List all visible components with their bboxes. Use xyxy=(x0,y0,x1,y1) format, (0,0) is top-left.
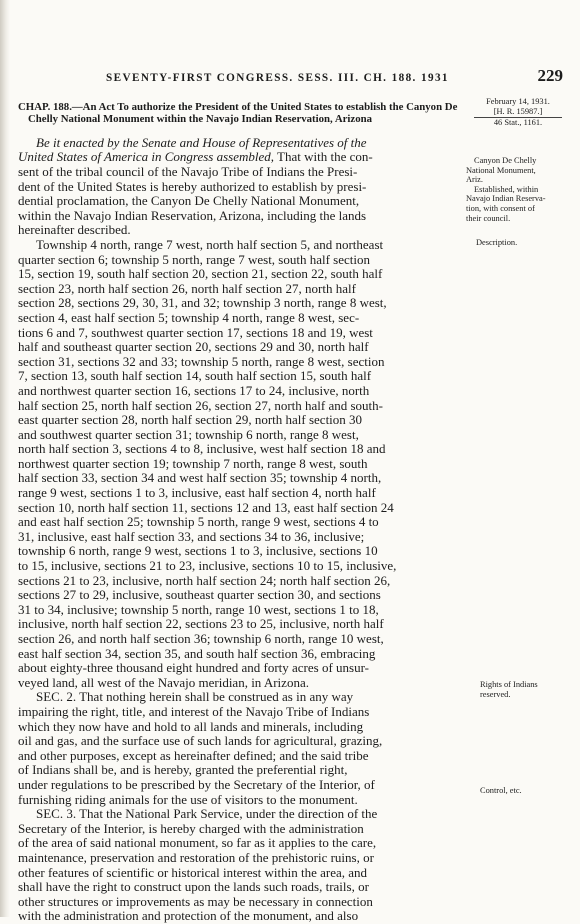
text-line: Secretary of the Interior, is hereby charged with the administration xyxy=(18,820,364,836)
margin-rights-label: Rights of Indians reserved. xyxy=(480,680,538,699)
text-line: other structures or improvements as may be necessary in connection xyxy=(18,893,373,909)
text-line: sections 21 to 23, inclusive, north half section 24; north half section 26, xyxy=(18,572,391,588)
section-3 xyxy=(18,807,459,924)
text-line: impairing the right, title, and interest of the Navajo Tribe of Indians xyxy=(18,703,370,719)
section-3-heading-line: SEC. 3. That the National Park Service, under the direction of the xyxy=(36,806,378,822)
text-line: range 9 west, sections 1 to 3, inclusive, east half section 4, north half xyxy=(18,485,376,501)
text-line: and southwest quarter section 31; township 6 north, range 8 west, xyxy=(18,426,359,442)
text-line: with the administration and protection of the monument, and also xyxy=(18,908,359,924)
text-line: sent of the tribal council of the Navajo Tribe of Indians the Presi- xyxy=(18,164,358,179)
text-line: north half section 3, sections 4 to 8, inclusive, west half section 18 and xyxy=(18,441,386,457)
text-line: east half section 34, section 35, and south half section 36, embracing xyxy=(18,645,376,661)
text-line: 15, section 19, south half section 20, section 21, section 22, south half xyxy=(18,266,383,282)
text-line: northwest quarter section 19; township 7 north, range 8 west, south xyxy=(18,455,368,471)
text-line: and east half section 25; township 5 north, range 9 west, sections 4 to xyxy=(18,514,379,530)
margin-canyon-note xyxy=(466,156,570,223)
text-line: within the Navajo Indian Reservation, Arizona, including the lands xyxy=(18,207,367,223)
margin-description-label: Description. xyxy=(476,238,518,247)
margin-bill: [H. R. 15987.] xyxy=(493,106,543,116)
enacting-line xyxy=(18,150,459,165)
text-line: maintenance, preservation and restoration of the prehistoric ruins, or xyxy=(18,849,374,865)
enacting-tail: That with the con- xyxy=(274,149,373,165)
text-line: quarter section 6; township 5 north, range 7 west, south half section xyxy=(18,251,371,267)
text-line: veyed land, all west of the Navajo meridian, in Arizona. xyxy=(18,674,309,690)
text-line: section 4, east half section 5; township 4 north, range 8 west, sec- xyxy=(18,309,360,325)
section-2-heading-line: SEC. 2. That nothing herein shall be construed as in any way xyxy=(36,689,354,705)
enacting-clause xyxy=(18,136,459,238)
land-description xyxy=(18,238,459,690)
enacting-italic: United States of America in Congress assembled, xyxy=(18,149,275,165)
text-line: sections 27 to 29, inclusive, southeast quarter section 30, and sections xyxy=(18,587,381,603)
chapter-title: CHAP. 188.—An Act To authorize the President of the United States to establish the Canyon De Chelly National Monument within the Navajo Indian Reservation, Arizona xyxy=(18,101,458,126)
text-line: tions 6 and 7, southwest quarter section 17, sections 18 and 19, west xyxy=(18,324,373,340)
text-line: half and southeast quarter section 20, sections 29 and 30, north half xyxy=(18,339,369,355)
margin-note-line: Established, within xyxy=(474,184,539,194)
text-line: section 26, and north half section 36; township 6 north, range 10 west, xyxy=(18,631,384,646)
enacting-body xyxy=(18,165,459,238)
text-line: section 28, sections 29, 30, 31, and 32; township 3 north, range 8 west, xyxy=(18,295,387,311)
section-2 xyxy=(18,690,459,807)
text-line: section 31, sections 32 and 33; township 5 north, range 8 west, section xyxy=(18,353,385,369)
text-line: hereinafter described. xyxy=(18,222,131,238)
enacting-italic: Be it enacted by the Senate and House of Representatives of the xyxy=(36,134,367,150)
text-line: 31 to 34, inclusive; township 5 north, range 10 west, sections 1 to 18, xyxy=(18,601,379,617)
text-line: of Indians shall be, and is hereby, granted the preferential right, xyxy=(18,762,348,778)
text-line: to 15, inclusive, sections 21 to 23, inclusive, sections 10 to 15, inclusive, xyxy=(18,558,397,574)
text-line: oil and gas, and the surface use of such lands for agricultural, grazing, xyxy=(18,733,383,749)
margin-note-line: tion, with consent of xyxy=(466,203,535,213)
description-first-line: Township 4 north, range 7 west, north half section 5, and northeast xyxy=(36,236,384,252)
text-line: shall have the right to construct upon the lands such roads, trails, or xyxy=(18,879,369,895)
page-binding-edge xyxy=(0,0,10,917)
margin-note-line: Ariz. xyxy=(466,175,483,185)
main-text xyxy=(18,101,459,924)
margin-control-label: Control, etc. xyxy=(480,786,522,795)
text-line: section 23, north half section 26, north half section 27, north half xyxy=(18,280,356,296)
text-line: other features of scientific or historical interest within the area, and xyxy=(18,864,368,880)
margin-date: February 14, 1931. xyxy=(486,97,550,106)
page-header xyxy=(18,66,570,88)
margin-note-line: Canyon De Chelly xyxy=(474,156,537,165)
text-line: dent of the United States is hereby authorized to establish by presi- xyxy=(18,178,367,194)
text-line: about eighty-three thousand eight hundred and forty acres of unsur- xyxy=(18,660,369,676)
margin-statute: 46 Stat., 1161. xyxy=(474,117,562,128)
margin-note-line: Navajo Indian Reserva- xyxy=(466,194,546,204)
page-number: 229 xyxy=(537,66,563,85)
text-line: and northwest quarter section 16, sections 17 to 24, inclusive, north xyxy=(18,382,370,398)
margin-control xyxy=(466,786,570,796)
text-line: furnishing riding animals for the use of visitors to the monument. xyxy=(18,791,358,807)
margin-note-line: their council. xyxy=(466,213,511,223)
text-line: of the area of said national monument, so far as it applies to the care, xyxy=(18,835,377,851)
text-line: inclusive, north half section 22, sections 23 to 25, inclusive, north half xyxy=(18,616,384,632)
text-line: and other purposes, except as hereinafter defined; and the said tribe xyxy=(18,747,369,763)
text-line: east quarter section 28, north half section 29, north half section 30 xyxy=(18,412,363,428)
text-line: township 6 north, range 9 west, sections 1 to 3, inclusive, sections 10 xyxy=(18,543,378,559)
text-line: 7, section 13, south half section 14, south half section 15, south half xyxy=(18,368,372,384)
text-line: under regulations to be prescribed by the Secretary of the Interior, of xyxy=(18,776,375,792)
text-line: which they now have and hold to all lands and minerals, including xyxy=(18,718,364,734)
margin-rights xyxy=(466,680,570,699)
margin-note-line: National Monument, xyxy=(466,165,536,175)
text-line: half section 25, north half section 26, section 27, north half and south- xyxy=(18,397,384,413)
text-line: 31, inclusive, east half section 33, and sections 34 to 36, inclusive; xyxy=(18,528,365,544)
running-head: SEVENTY-FIRST CONGRESS. SESS. III. CH. 188. 1931 xyxy=(106,72,449,84)
text-line: half section 33, section 34 and west half section 35; township 4 north, xyxy=(18,470,382,486)
text-line: dential proclamation, the Canyon De Chelly National Monument, xyxy=(18,193,360,209)
enacting-line xyxy=(18,136,459,151)
text-line: section 10, north half section 11, sections 12 and 13, east half section 24 xyxy=(18,499,394,515)
margin-description xyxy=(466,238,570,248)
margin-dates xyxy=(466,97,570,128)
